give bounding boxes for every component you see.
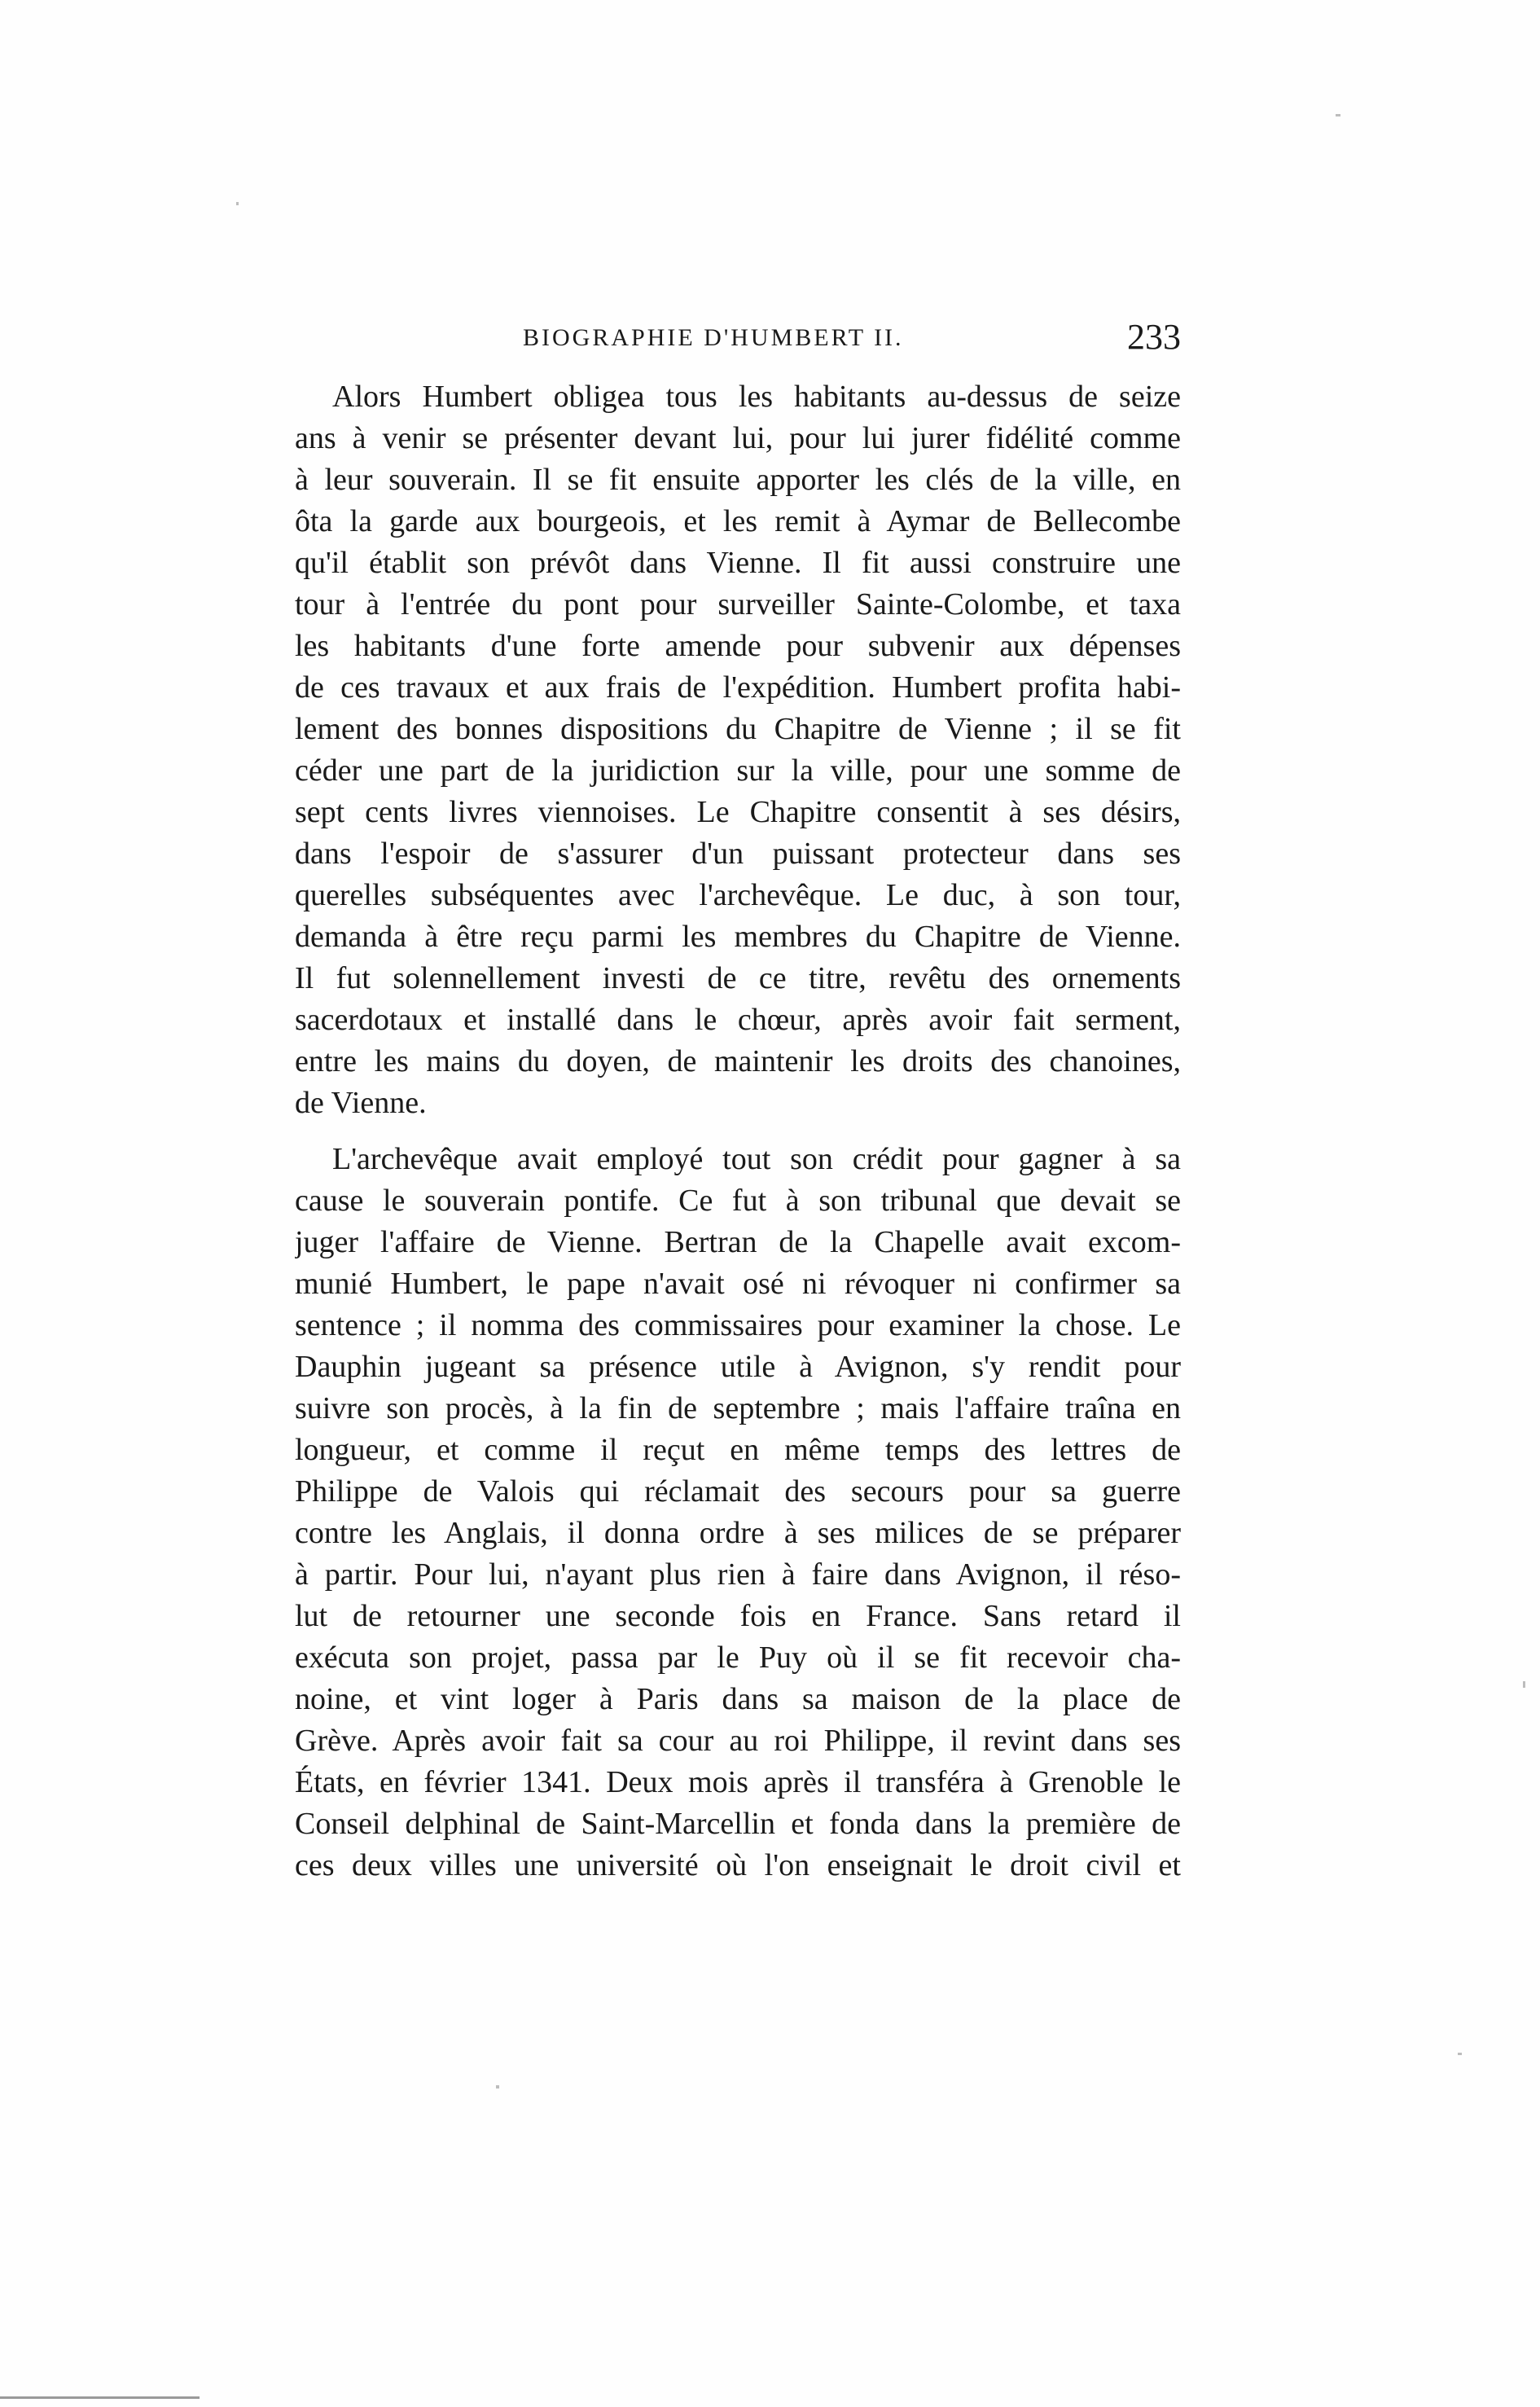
text-line: demanda à être reçu parmi les membres du Chapitre de Vienne. [295,920,1181,954]
running-title: BIOGRAPHIE D'HUMBERT II. [523,324,904,351]
page-number: 233 [1127,317,1181,357]
text-line: contre les Anglais, il donna ordre à ses milices de se préparer [295,1516,1181,1550]
text-line: Il fut solennellement investi de ce titre, revêtu des ornements [295,961,1181,995]
text-line: céder une part de la juridiction sur la ville, pour une somme de [295,753,1181,788]
text-line: ans à venir se présenter devant lui, pour lui jurer fidélité comme [295,421,1181,455]
text-line: ces deux villes une université où l'on enseignait le droit civil et [295,1848,1181,1882]
scan-speck [496,2085,499,2089]
bottom-edge-rule [0,2396,200,2399]
scan-speck [1523,1681,1525,1688]
scan-speck [1458,2053,1462,2055]
text-line: Alors Humbert obligea tous les habitants au-dessus de seize [332,380,1181,414]
text-line: cause le souverain pontife. Ce fut à son tribunal que devait se [295,1184,1181,1218]
text-line: à leur souverain. Il se fit ensuite apporter les clés de la ville, en [295,463,1181,497]
text-line: à partir. Pour lui, n'ayant plus rien à faire dans Avignon, il réso- [295,1557,1181,1592]
page-header [295,316,1181,365]
text-line: Conseil delphinal de Saint-Marcellin et fonda dans la première de [295,1807,1181,1841]
text-line: Dauphin jugeant sa présence utile à Avignon, s'y rendit pour [295,1350,1181,1384]
text-line: suivre son procès, à la fin de septembre ; mais l'affaire traîna en [295,1391,1181,1425]
text-line: de Vienne. [295,1086,427,1120]
text-line: qu'il établit son prévôt dans Vienne. Il fit aussi construire une [295,546,1181,580]
text-line: tour à l'entrée du pont pour surveiller Sainte-Colombe, et taxa [295,587,1181,622]
text-line: États, en février 1341. Deux mois après il transféra à Grenoble le [295,1765,1181,1799]
text-line: ôta la garde aux bourgeois, et les remit à Aymar de Bellecombe [295,504,1181,538]
body-text [295,376,1181,1887]
text-line: lut de retourner une seconde fois en France. Sans retard il [295,1599,1181,1633]
text-line: sacerdotaux et installé dans le chœur, après avoir fait serment, [295,1003,1181,1037]
text-line: lement des bonnes dispositions du Chapitre de Vienne ; il se fit [295,712,1181,746]
text-line: Philippe de Valois qui réclamait des secours pour sa guerre [295,1474,1181,1509]
text-line: exécuta son projet, passa par le Puy où il se fit recevoir cha- [295,1641,1181,1675]
text-line: noine, et vint loger à Paris dans sa maison de la place de [295,1682,1181,1716]
text-line: munié Humbert, le pape n'avait osé ni révoquer ni confirmer sa [295,1267,1181,1301]
paragraph-gap [295,1124,1181,1139]
text-line: dans l'espoir de s'assurer d'un puissant protecteur dans ses [295,837,1181,871]
text-line: les habitants d'une forte amende pour subvenir aux dépenses [295,629,1181,663]
text-line: L'archevêque avait employé tout son crédit pour gagner à sa [332,1142,1181,1176]
text-line: sentence ; il nomma des commissaires pour examiner la chose. Le [295,1308,1181,1342]
text-line: entre les mains du doyen, de maintenir les droits des chanoines, [295,1044,1181,1078]
text-line: sept cents livres viennoises. Le Chapitre consentit à ses désirs, [295,795,1181,829]
text-line: Grève. Après avoir fait sa cour au roi Philippe, il revint dans ses [295,1724,1181,1758]
text-line: longueur, et comme il reçut en même temps des lettres de [295,1433,1181,1467]
text-line: juger l'affaire de Vienne. Bertran de la Chapelle avait excom- [295,1225,1181,1259]
scan-speck [236,202,239,205]
scan-speck [1336,114,1340,116]
text-line: querelles subséquentes avec l'archevêque. Le duc, à son tour, [295,878,1181,912]
text-line: de ces travaux et aux frais de l'expédition. Humbert profita habi- [295,670,1181,705]
